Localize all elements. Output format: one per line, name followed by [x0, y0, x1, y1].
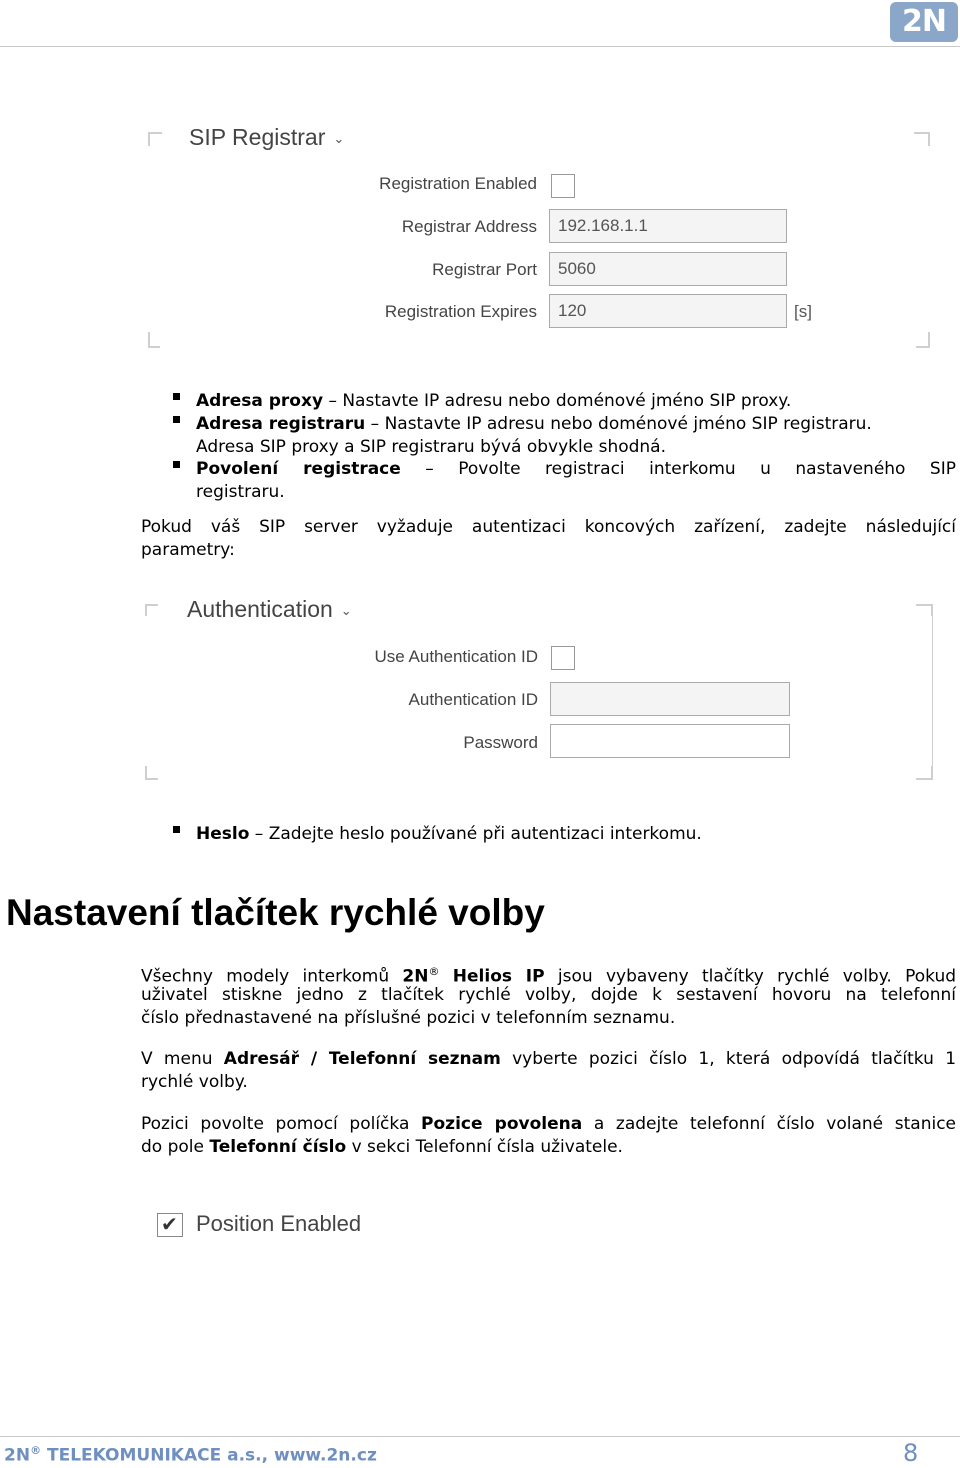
para3-line1: Pozici povolte pomocí políčka Pozice povolena a zadejte telefonní číslo volané stanice	[141, 1114, 957, 1134]
para2-line1: V menu Adresář / Telefonní seznam vyberte pozici číslo 1, která odpovídá tlačítku 1	[141, 1049, 957, 1069]
authentication-title[interactable]: Authentication ⌄	[187, 596, 352, 622]
list-item-proxy: Adresa proxy – Nastavte IP adresu nebo doménové jméno SIP proxy.	[196, 391, 792, 411]
auth-id-input[interactable]	[550, 682, 790, 716]
use-auth-id-label: Use Authentication ID	[374, 647, 538, 666]
bullet-icon	[173, 416, 180, 423]
bullet-icon	[173, 826, 180, 833]
header-divider	[0, 46, 960, 47]
position-enabled-checkbox[interactable]	[157, 1213, 183, 1237]
auth-id-label: Authentication ID	[408, 690, 538, 709]
registration-enabled-label: Registration Enabled	[379, 174, 537, 193]
footer-company: 2N® TELEKOMUNIKACE a.s., www.2n.cz	[4, 1444, 377, 1466]
expires-unit: [s]	[794, 302, 812, 321]
para1-line2: uživatel stiskne jedno z tlačítek rychlé volby, dojde k sestavení hovoru na telefonní	[141, 985, 956, 1005]
list-item-registrar-note: Adresa SIP proxy a SIP registraru bývá obvykle shodná.	[196, 437, 667, 457]
checkmark-icon: ✔	[161, 1212, 178, 1236]
list-item-heslo: Heslo – Zadejte heslo používané při autentizaci interkomu.	[196, 824, 702, 844]
para3-line2: do pole Telefonní číslo v sekci Telefonní čísla uživatele.	[141, 1137, 623, 1157]
registrar-address-input[interactable]: 192.168.1.1	[549, 209, 787, 243]
registration-enabled-checkbox[interactable]	[551, 174, 575, 198]
position-enabled-label: Position Enabled	[196, 1211, 362, 1236]
page-number: 8	[903, 1439, 919, 1467]
para1-line3: číslo přednastavené na příslušné pozici v telefonním seznamu.	[141, 1008, 676, 1028]
para1-line1: Všechny modely interkomů 2N® Helios IP jsou vybaveny tlačítky rychlé volby. Pokud	[141, 965, 957, 987]
list-item-registration-cont: registraru.	[196, 482, 285, 502]
registrar-port-input[interactable]: 5060	[549, 252, 787, 286]
auth-intro-line2: parametry:	[141, 540, 235, 560]
sip-registrar-title[interactable]: SIP Registrar ⌄	[189, 124, 345, 150]
bullet-icon	[173, 393, 180, 400]
section-heading: Nastavení tlačítek rychlé volby	[6, 892, 545, 933]
list-item-registration: Povolení registrace – Povolte registraci interkomu u nastaveného SIP	[196, 459, 956, 479]
bullet-icon	[173, 461, 180, 468]
chevron-down-icon[interactable]: ⌄	[340, 602, 352, 618]
registration-expires-label: Registration Expires	[384, 302, 537, 321]
registrar-port-label: Registrar Port	[432, 260, 537, 279]
registrar-address-label: Registrar Address	[401, 217, 537, 236]
auth-intro-line1: Pokud váš SIP server vyžaduje autentizaci koncových zařízení, zadejte následující	[141, 517, 956, 537]
password-input[interactable]	[550, 724, 790, 758]
chevron-down-icon[interactable]: ⌄	[333, 130, 345, 146]
list-item-registrar: Adresa registraru – Nastavte IP adresu nebo doménové jméno SIP registraru.	[196, 414, 872, 434]
use-auth-id-checkbox[interactable]	[551, 646, 575, 670]
password-label: Password	[463, 733, 538, 752]
brand-logo: 2N	[890, 2, 958, 42]
footer-divider	[0, 1436, 960, 1437]
registration-expires-input[interactable]: 120	[549, 294, 787, 328]
para2-line2: rychlé volby.	[141, 1072, 248, 1092]
